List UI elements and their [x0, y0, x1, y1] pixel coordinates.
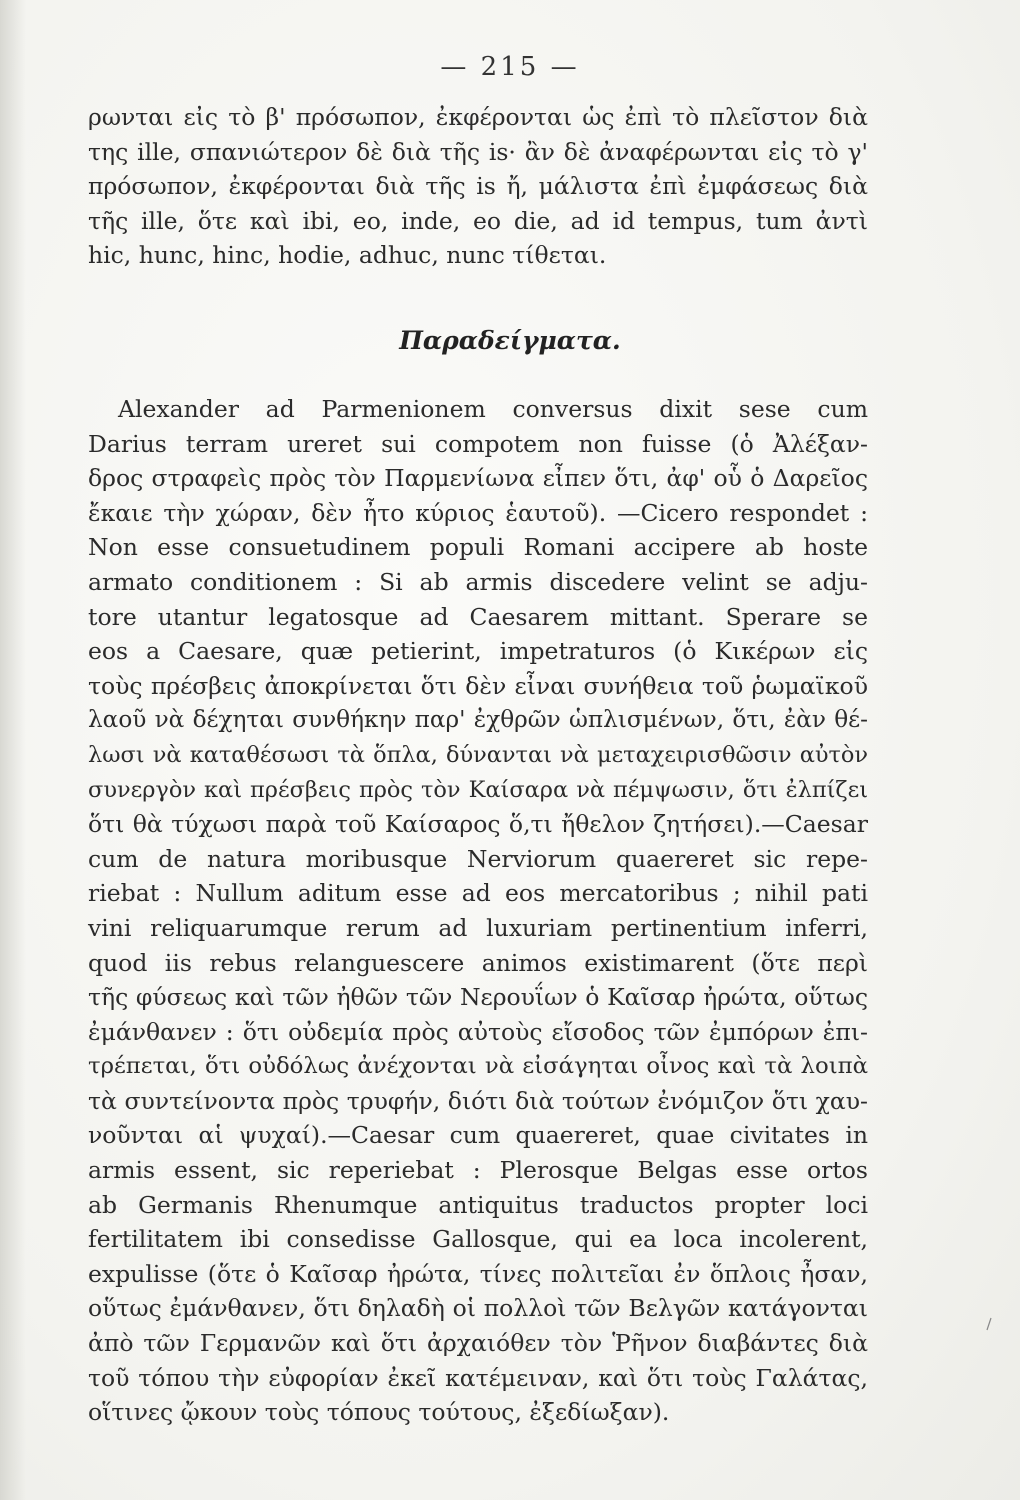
- text-line: λωσι νὰ καταθέσωσι τὰ ὅπλα, δύνανται νὰ μεταχειρισθῶσιν αὐτὸν: [88, 741, 868, 768]
- text-line: της ille, σπανιώτερον δὲ διὰ τῆς is· ἂν δὲ ἀναφέρωνται εἰς τὸ γ': [88, 137, 868, 166]
- margin-pencil-mark: [985, 1317, 993, 1331]
- text-line: τοὺς πρέσβεις ἀποκρίνεται ὅτι δὲν εἶναι συνήθεια τοῦ ῥωμαϊκοῦ: [88, 671, 868, 700]
- text-line: τῆς ille, ὅτε καὶ ibi, eo, inde, eo die, ad id tempus, tum ἀντὶ: [88, 206, 868, 235]
- text-line: Alexander ad Parmenionem conversus dixit sese cum: [118, 395, 868, 423]
- text-line: ἐμάνθανεν : ὅτι οὐδεμία πρὸς αὐτοὺς εἴσοδος τῶν ἐμπόρων ἐπι-: [88, 1017, 868, 1046]
- text-line: συνεργὸν καὶ πρέσβεις πρὸς τὸν Καίσαρα νὰ πέμψωσιν, ὅτι ἐλπίζει: [88, 776, 868, 803]
- text-line: expulisse (ὅτε ὁ Καῖσαρ ἠρώτα, τίνες πολιτεῖαι ἐν ὅπλοις ἦσαν,: [88, 1259, 868, 1288]
- text-line: fertilitatem ibi consedisse Gallosque, qui ea loca incolerent,: [88, 1225, 868, 1254]
- text-line: τὰ συντείνοντα πρὸς τρυφήν, διότι διὰ τούτων ἐνόμιζον ὅτι χαυ-: [88, 1086, 868, 1115]
- binding-shadow: [0, 0, 26, 1500]
- text-line: ab Germanis Rhenumque antiquitus traductos propter loci: [88, 1190, 868, 1219]
- text-line: δρος στραφεὶς πρὸς τὸν Παρμενίωνα εἶπεν ὅτι, ἀφ' οὗ ὁ Δαρεῖος: [88, 464, 868, 493]
- text-line: eos a Caesare, quæ petierint, impetraturos (ὁ Κικέρων εἰς: [88, 637, 868, 666]
- text-line: νοῦνται αἱ ψυχαί).—Caesar cum quaereret, quae civitates in: [88, 1121, 868, 1150]
- text-line: hic, hunc, hinc, hodie, adhuc, nunc τίθεται.: [88, 241, 607, 270]
- text-line: λαοῦ νὰ δέχηται συνθήκην παρ' ἐχθρῶν ὡπλισμένων, ὅτι, ἐὰν θέ-: [88, 706, 868, 734]
- text-line: τοῦ τόπου τὴν εὐφορίαν ἐκεῖ κατέμειναν, καὶ ὅτι τοὺς Γαλάτας,: [88, 1363, 868, 1392]
- text-line: quod iis rebus relanguescere animos existimarent (ὅτε περὶ: [88, 948, 868, 977]
- text-line: τρέπεται, ὅτι οὐδόλως ἀνέχονται νὰ εἰσάγηται οἶνος καὶ τὰ λοιπὰ: [88, 1053, 868, 1080]
- text-line: cum de natura moribusque Nerviorum quaereret sic repe-: [88, 844, 868, 873]
- text-line: ἔκαιε τὴν χώραν, δὲν ἦτο κύριος ἑαυτοῦ). —Cicero respondet :: [88, 498, 868, 527]
- text-line: ἀπὸ τῶν Γερμανῶν καὶ ὅτι ἀρχαιόθεν τὸν Ῥῆνον διαβάντες διὰ: [88, 1329, 868, 1358]
- text-line: Darius terram ureret sui compotem non fuisse (ὁ Ἀλέξαν-: [88, 429, 868, 458]
- text-line: οἵτινες ᾤκουν τοὺς τόπους τούτους, ἐξεδίωξαν).: [88, 1398, 670, 1427]
- text-line: ρωνται εἰς τὸ β' πρόσωπον, ἐκφέρονται ὡς ἐπὶ τὸ πλεῖστον διὰ: [88, 103, 868, 131]
- text-line: τῆς φύσεως καὶ τῶν ἠθῶν τῶν Νερουΐων ὁ Καῖσαρ ἠρώτα, οὕτως: [88, 983, 868, 1012]
- text-line: riebat : Nullum aditum esse ad eos mercatoribus ; nihil pati: [88, 879, 868, 908]
- text-line: vini reliquarumque rerum ad luxuriam pertinentium inferri,: [88, 913, 868, 942]
- text-line: Non esse consuetudinem populi Romani accipere ab hoste: [88, 533, 868, 562]
- section-heading: Παραδείγματα.: [399, 326, 621, 355]
- text-line: οὕτως ἐμάνθανεν, ὅτι δηλαδὴ οἱ πολλοὶ τῶν Βελγῶν κατάγονται: [88, 1294, 868, 1323]
- top-paragraph: [88, 100, 868, 273]
- body-paragraph: [88, 392, 868, 1430]
- text-line: πρόσωπον, ἐκφέρονται διὰ τῆς is ἤ, μάλιστα ἐπὶ ἐμφάσεως διὰ: [88, 172, 868, 201]
- page-number: — 215 —: [440, 52, 580, 82]
- text-line: armis essent, sic reperiebat : Plerosque Belgas esse ortos: [88, 1156, 868, 1185]
- text-line: ὅτι θὰ τύχωσι παρὰ τοῦ Καίσαρος ὅ,τι ἤθελον ζητήσει).—Caesar: [88, 810, 868, 839]
- text-line: armato conditionem : Si ab armis discedere velint se adju-: [88, 567, 868, 596]
- text-line: tore utantur legatosque ad Caesarem mittant. Sperare se: [88, 602, 868, 631]
